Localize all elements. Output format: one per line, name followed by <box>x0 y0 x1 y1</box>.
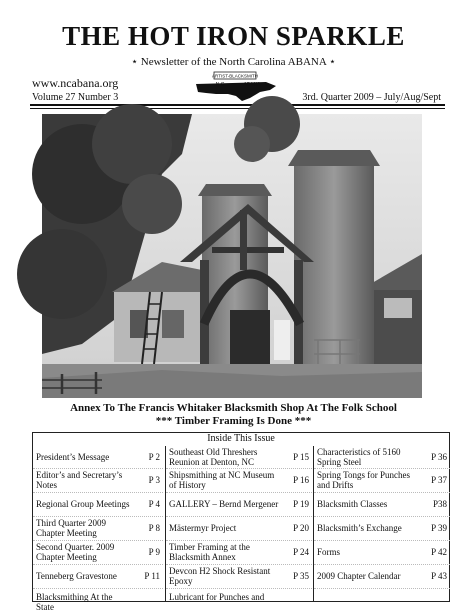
toc-column <box>165 446 312 601</box>
toc-entry <box>314 588 450 612</box>
masthead-rule-thin <box>30 108 445 109</box>
toc-entry-title: Forms <box>317 547 341 557</box>
toc-entry[interactable] <box>166 540 312 565</box>
toc-entry[interactable] <box>166 516 312 541</box>
toc-entry[interactable] <box>314 540 450 565</box>
toc-entry[interactable] <box>314 564 450 589</box>
toc-entry[interactable] <box>314 492 450 517</box>
toc-entry-title: Blacksmith’s Exchange <box>317 523 402 533</box>
toc-entry-title: Tenneberg Gravestone <box>36 571 117 581</box>
cover-photo <box>42 114 422 398</box>
table-of-contents <box>32 432 450 612</box>
website-url: www.ncabana.org <box>32 76 119 90</box>
toc-entry-page: P 2 <box>148 452 160 462</box>
toc-entry[interactable] <box>33 540 163 565</box>
toc-entry-title: Devcon H2 Shock Resistant Epoxy <box>169 566 271 586</box>
toc-entry-title: Regional Group Meetings <box>36 499 130 509</box>
toc-entry-title: Characteristics of 5160 Spring Steel <box>317 447 401 467</box>
issue-date: 3rd. Quarter 2009 – July/Aug/Sept <box>302 92 441 103</box>
toc-entry-page: P 11 <box>144 571 160 581</box>
toc-entry-title: Second Quarter. 2009 Chapter Meeting <box>36 542 115 562</box>
toc-entry[interactable] <box>33 468 163 493</box>
toc-entry[interactable] <box>33 446 163 469</box>
toc-entry-page: P 8 <box>148 523 160 533</box>
logo-text-right: ABANA <box>243 82 261 88</box>
toc-entry-page: P 19 <box>293 499 309 509</box>
logo-text-top: ARTIST-BLACKSMITH <box>212 73 258 79</box>
toc-entry[interactable] <box>166 492 312 517</box>
toc-entry-page: P 9 <box>148 547 160 557</box>
toc-entry-page: P 20 <box>293 523 309 533</box>
toc-entry-page: P 37 <box>431 475 447 485</box>
toc-entry-title: Third Quarter 2009 Chapter Meeting <box>36 518 106 538</box>
cover-caption: Annex To The Francis Whitaker Blacksmith Shop At The Folk School <box>70 402 397 414</box>
newsletter-subtitle: ⋆ Newsletter of the North Carolina ABANA ⋆ <box>131 56 336 68</box>
toc-entry-title: Shipsmithing at NC Museum of History <box>169 470 275 490</box>
toc-entry[interactable] <box>166 446 312 469</box>
cover-caption-subline: *** Timber Framing Is Done *** <box>155 415 312 427</box>
toc-entry[interactable] <box>33 564 163 589</box>
toc-entry-page: P38 <box>432 499 447 509</box>
toc-entry-title: GALLERY – Bernd Mergener <box>169 499 279 509</box>
toc-entry-title: Spring Tongs for Punches and Drifts <box>317 470 410 490</box>
toc-entry[interactable] <box>314 446 450 469</box>
toc-entry[interactable] <box>33 588 163 612</box>
toc-entry-page: P 3 <box>148 475 160 485</box>
toc-entry-title: Blacksmith Classes <box>317 499 388 509</box>
newsletter-title: THE HOT IRON SPARKLE <box>62 21 405 51</box>
toc-entry-title: President’s Message <box>36 452 110 462</box>
toc-entry-title: Lubricant for Punches and <box>169 592 265 602</box>
volume-number: Volume 27 Number 3 <box>32 92 119 103</box>
toc-entry-page: P 16 <box>293 475 309 485</box>
toc-entry-title: Mästermyr Project <box>169 523 237 533</box>
toc-entry-title: Southeast Old Threshers Reunion at Denton, NC <box>169 447 258 467</box>
toc-entry-title: Editor’s and Secretary’s Notes <box>36 470 123 490</box>
toc-entry[interactable] <box>314 516 450 541</box>
toc-entry[interactable] <box>166 468 312 493</box>
toc-entry[interactable] <box>33 516 163 541</box>
toc-entry-page: P 42 <box>431 547 447 557</box>
toc-entry[interactable] <box>166 564 312 589</box>
toc-entry-page: P 35 <box>293 571 309 581</box>
toc-entry-page: P 24 <box>293 547 309 557</box>
toc-entry-page: P 36 <box>431 452 447 462</box>
toc-entry-page: P 43 <box>431 571 447 581</box>
masthead-rule <box>30 104 445 106</box>
toc-entry[interactable] <box>166 588 312 612</box>
toc-entry-title: Blacksmithing At the State <box>36 592 113 612</box>
toc-entry-title: Timber Framing at the Blacksmith Annex <box>169 542 250 562</box>
toc-entry-page: P 4 <box>148 499 160 509</box>
toc-entry-page: P 15 <box>293 452 309 462</box>
toc-entry[interactable] <box>33 492 163 517</box>
toc-entry[interactable] <box>314 468 450 493</box>
toc-entry-title: 2009 Chapter Calendar <box>317 571 401 581</box>
logo-text-left: N C <box>215 82 225 88</box>
toc-column <box>33 446 163 612</box>
toc-column <box>313 446 450 601</box>
toc-heading: Inside This Issue <box>207 433 275 444</box>
toc-entry-page: P 39 <box>431 523 447 533</box>
